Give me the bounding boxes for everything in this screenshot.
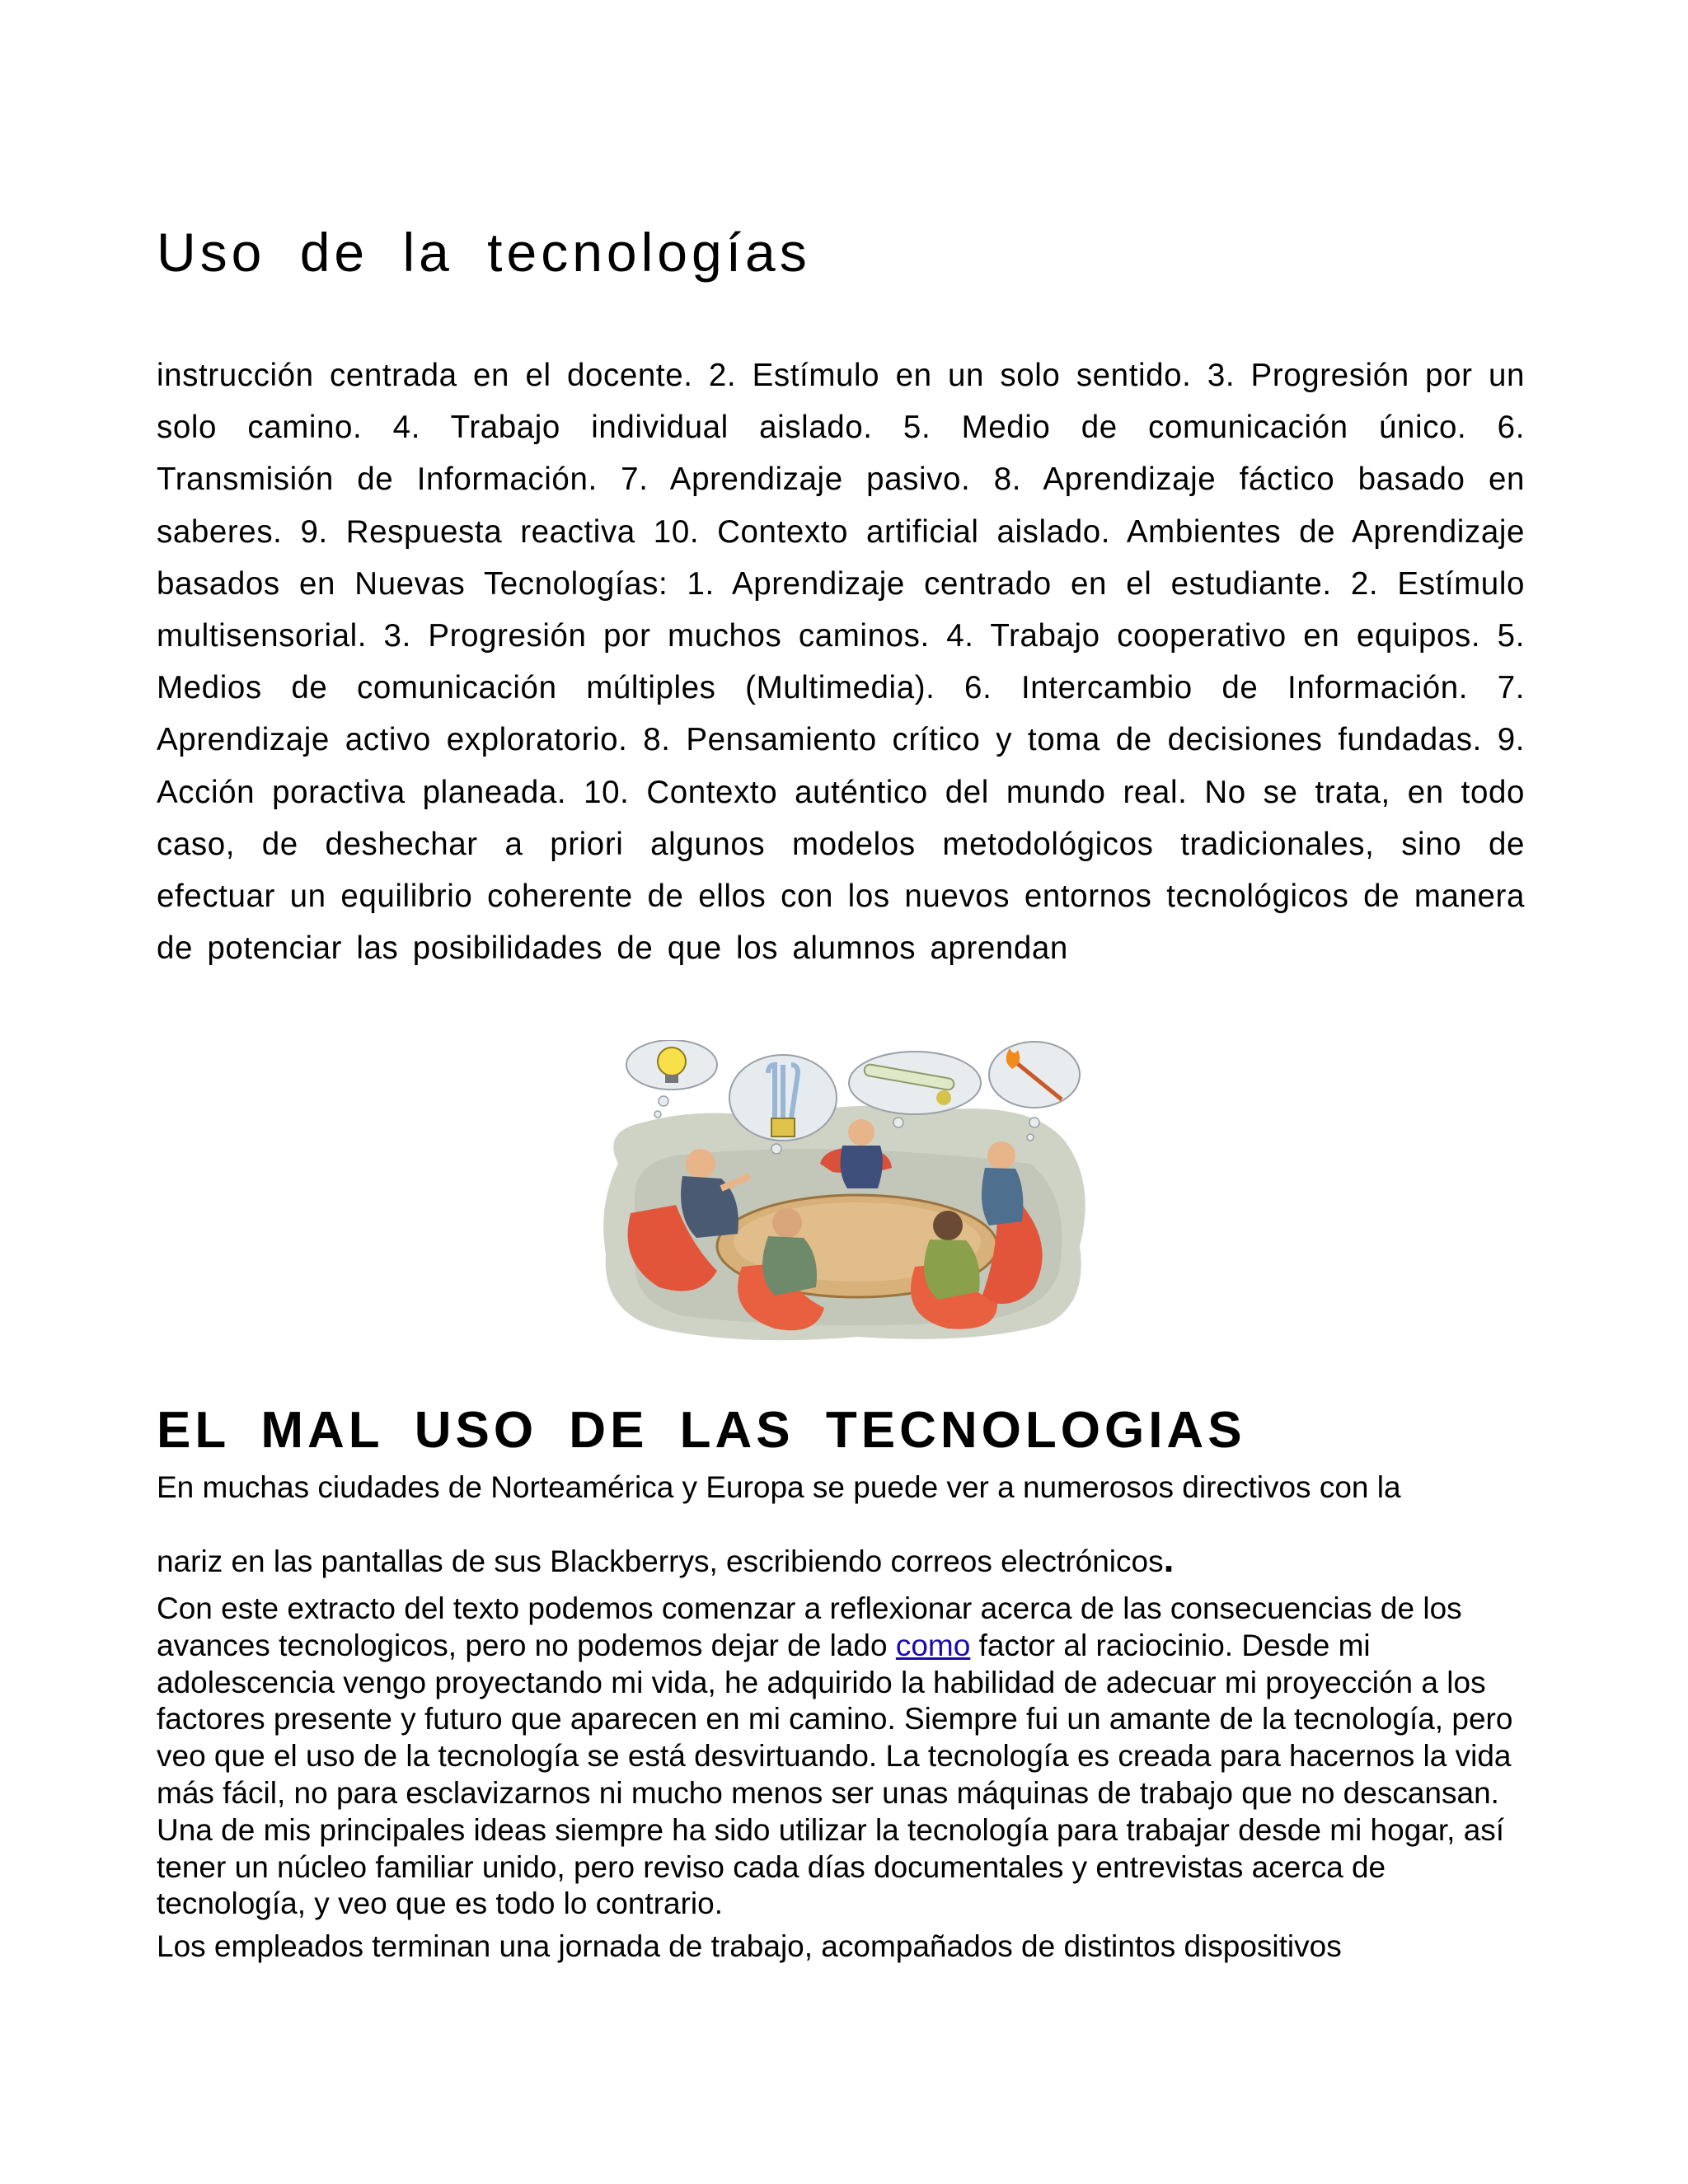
quote-line-2-text: nariz en las pantallas de sus Blackberrys, escribiendo correos electrónicos [157,1544,1164,1578]
reflection-text-after-link: factor al raciocinio. Desde mi adolescencia vengo proyectando mi vida, he adquirido la habilidad de adecuar mi proyección a los factores presente y futuro que aparecen en mi camino. Siempre fui un amante de la tecnología, pero veo que el uso de la tecnología se está desvirtuando. La tecnología es creada para hacernos la vida más fácil, no para esclavizarnos ni mucho menos ser unas máquinas de trabajo que no descansan. Una de mis principales ideas siempre ha sido utilizar la tecnología para trabajar desde mi hogar, así tener un núcleo familiar unido, pero reviso cada días documentales y entrevistas acerca de tecnología, y veo que es todo lo contrario. [157,1628,1513,1921]
reflection-paragraph [157,1591,1541,1923]
section-title-uso-tecnologias: Uso de la tecnologías [157,222,811,283]
last-paragraph-line: Los empleados terminan una jornada de trabajo, acompañados de distintos dispositivos [157,1929,1342,1963]
body-paragraph-ambientes: instrucción centrada en el docente. 2. Estímulo en un solo sentido. 3. Progresión por un solo camino. 4. Trabajo individual aislado. 5. Medio de comunicación único. 6. Transmisión de Información. 7. Aprendizaje pasivo. 8. Aprendizaje fáctico basado en saberes. 9. Respuesta reactiva 10. Contexto artificial aislado. Ambientes de Aprendizaje basados en Nuevas Tecnologías: 1. Aprendizaje centrado en el estudiante. 2. Estímulo multisensorial. 3. Progresión por muchos caminos. 4. Trabajo cooperativo en equipos. 5. Medios de comunicación múltiples (Multimedia). 6. Intercambio de Información. 7. Aprendizaje activo exploratorio. 8. Pensamiento crítico y toma de decisiones fundadas. 9. Acción poractiva planeada. 10. Contexto auténtico del mundo real. No se trata, en todo caso, de deshechar a priori algunos modelos metodológicos tradicionales, sino de efectuar un equilibrio coherente de ellos con los nuevos entornos tecnológicos de manera de potenciar las posibilidades de que los alumnos aprendan [157,358,1525,967]
quote-end-period: . [1163,1537,1175,1580]
meeting-ideas-illustration [585,1040,1104,1345]
section-title-mal-uso: EL MAL USO DE LAS TECNOLOGIAS [157,1402,1246,1459]
quote-line-1: En muchas ciudades de Norteamérica y Europa se puede ver a numerosos directivos con la [157,1470,1401,1504]
como-link[interactable]: como [895,1628,971,1662]
reflection-text-before-link: Con este extracto del texto podemos comenzar a reflexionar acerca de las consecuencias de los avances tecnologicos, pero no podemos dejar de lado [157,1591,1462,1662]
thought-bubble-lightbulb-yellow [626,1040,717,1118]
quote-line-2 [157,1536,1174,1581]
